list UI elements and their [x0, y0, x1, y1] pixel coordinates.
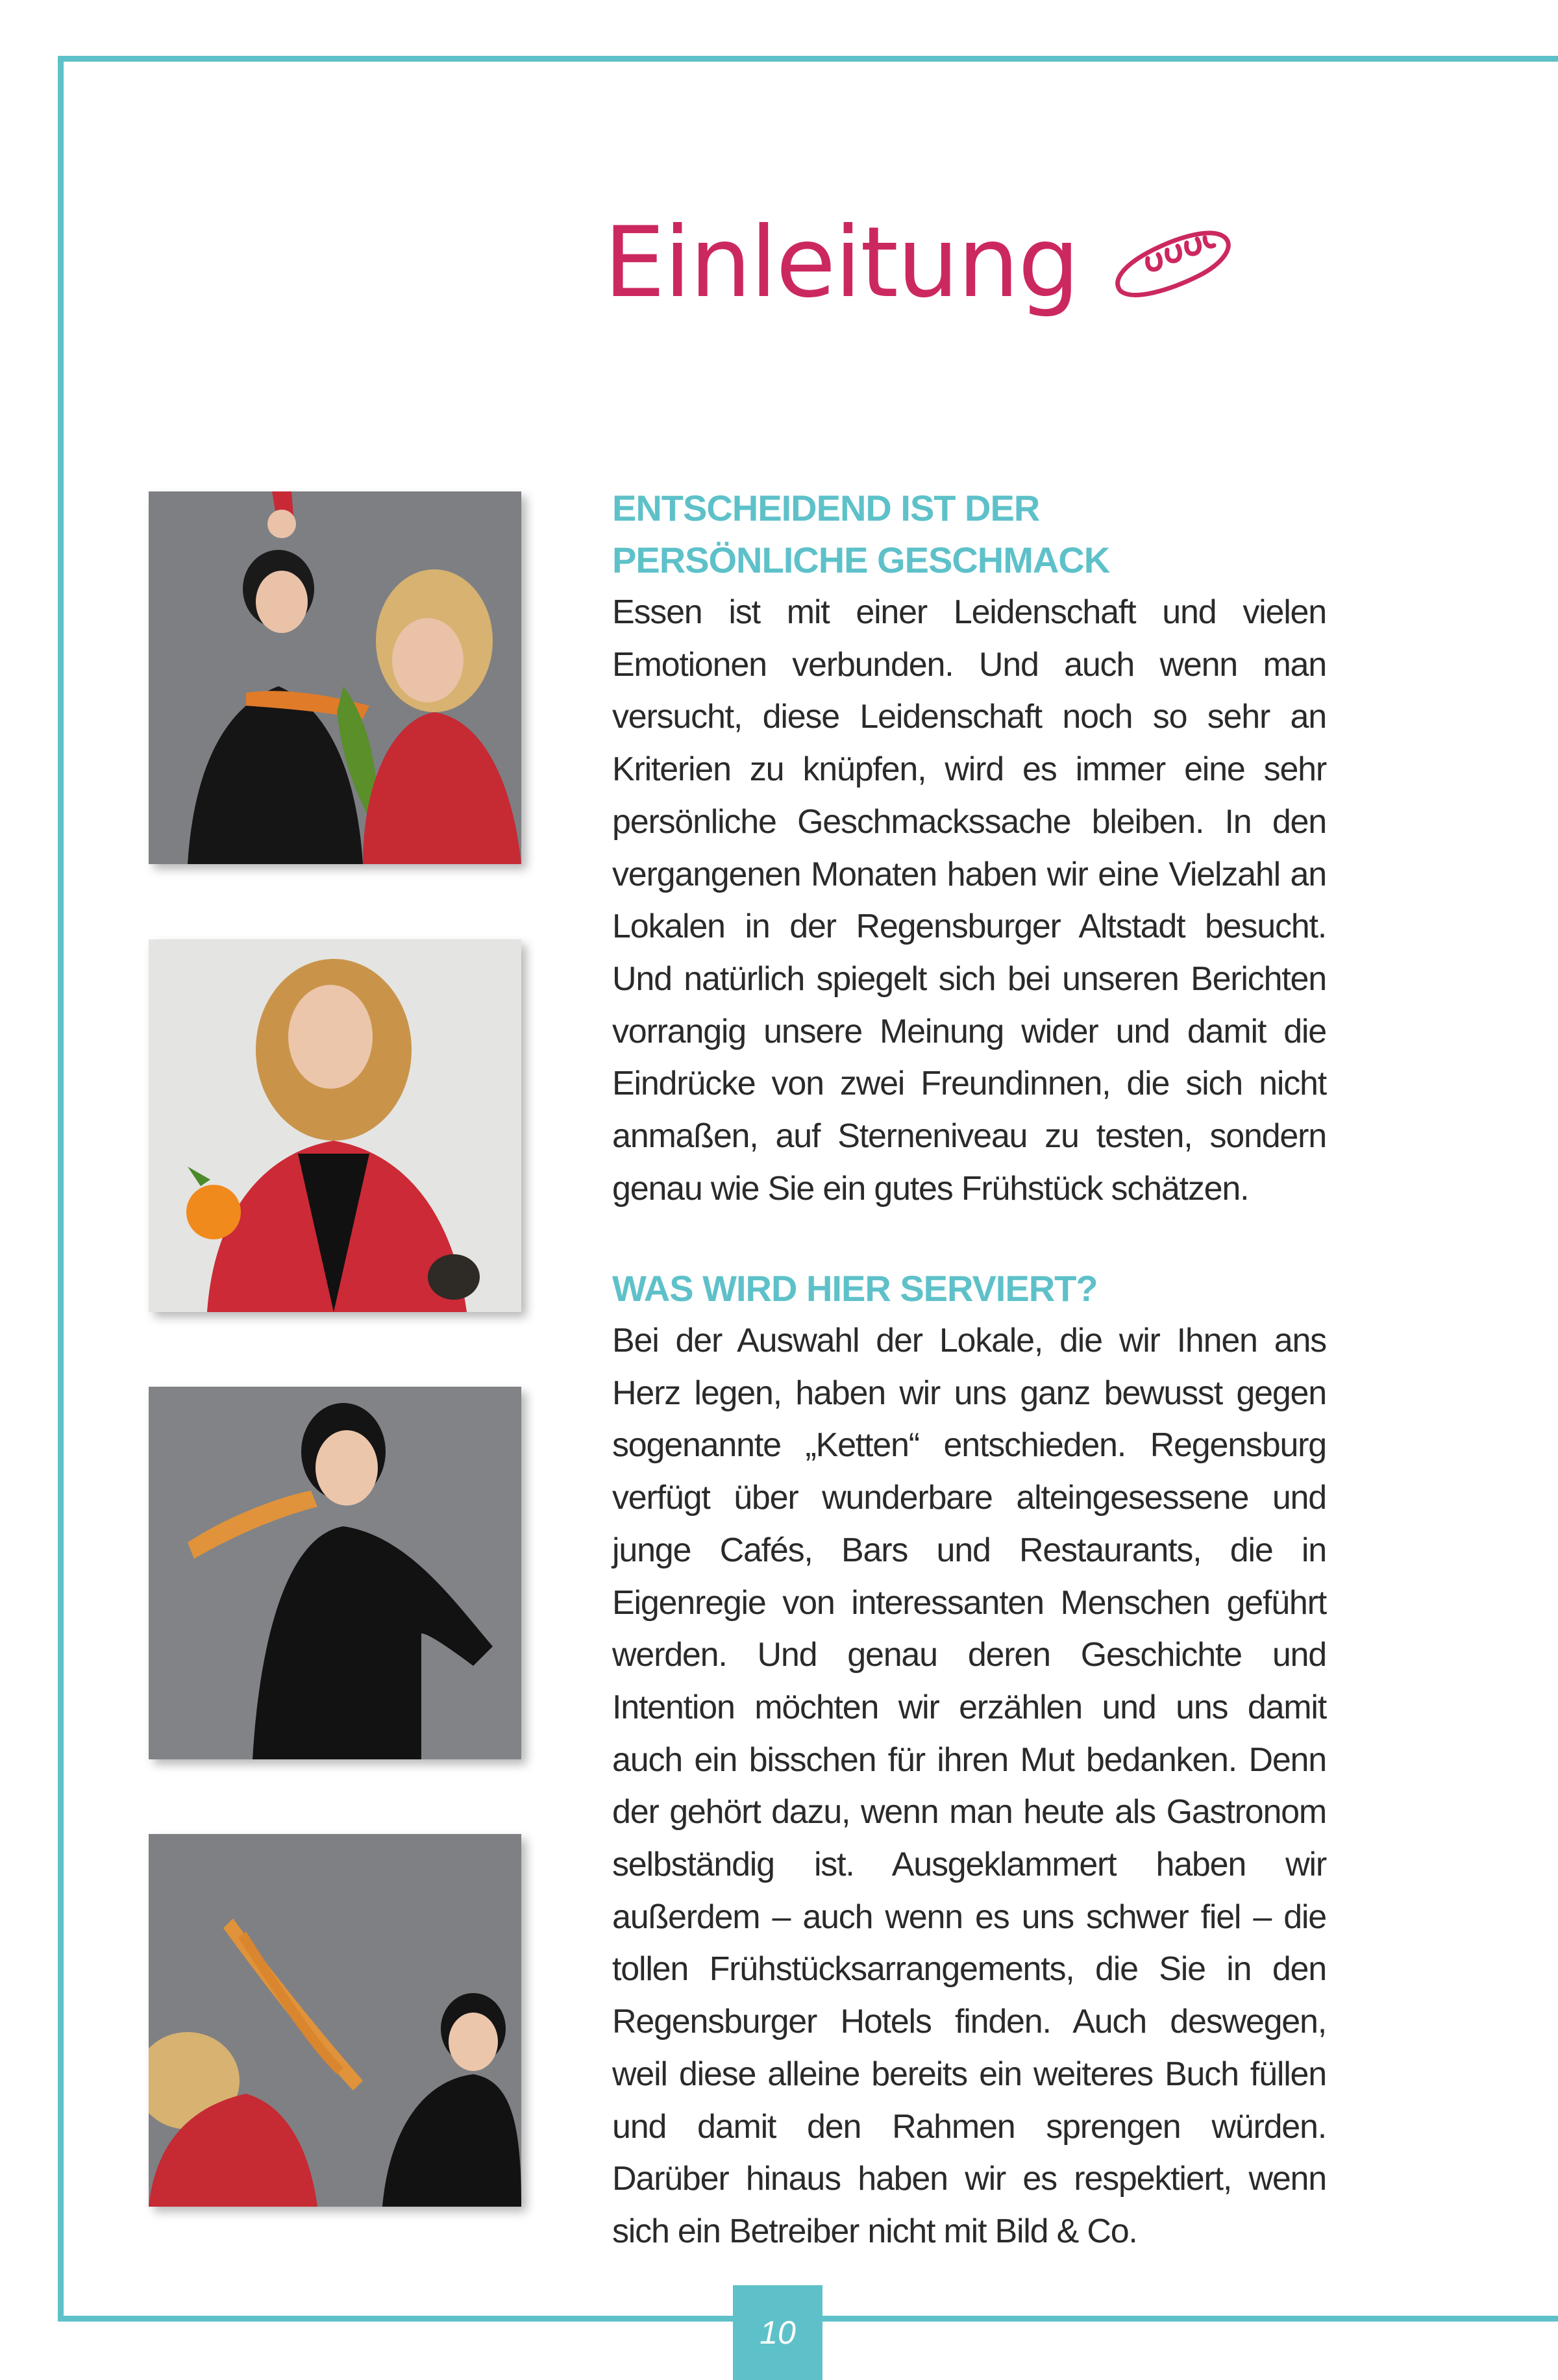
photo-two-women-baguettes [149, 1834, 521, 2207]
section-heading-line: ENTSCHEIDEND IST DER [612, 488, 1040, 528]
section-heading-line: PERSÖNLICHE GESCHMACK [612, 539, 1110, 580]
photo-woman-red-jacket-orange [149, 939, 521, 1312]
bread-icon [1107, 214, 1237, 312]
section-heading [612, 482, 1326, 586]
photo-woman-black-dress-baguette [149, 1387, 521, 1759]
section-personal-taste [612, 482, 1326, 1215]
section-body-text: Essen ist mit einer Leidenschaft und vielen Emotionen verbunden. Und auch wenn man versucht, diese Leidenschaft noch so sehr an Kriterien zu knüpfen, wird es immer eine sehr persönliche Geschmackssache bleiben. In den vergangenen Monaten haben wir eine Vielzahl an Lokalen in der Regensburger Altstadt besucht. Und natürlich spiegelt sich bei unseren Berichten vorrangig unsere Meinung wider und damit die Eindrücke von zwei Freundinnen, die sich nicht anmaßen, auf Sterneniveau zu testen, sondern genau wie Sie ein gutes Frühstück schätzen. [612, 593, 1326, 1208]
page-number: 10 [760, 2314, 796, 2351]
photo-two-women-carrots [149, 491, 521, 864]
section-body-text: Bei der Auswahl der Lokale, die wir Ihnen ans Herz legen, haben wir uns ganz bewusst gegen sogenannte „Ketten“ entschieden. Regensburg verfügt über wunderbare alteingesessene und junge Cafés, Bars und Restaurants, die in Eigenregie von interessanten Menschen geführt werden. Und genau deren Geschichte und Intention möchten wir erzählen und uns damit auch ein bisschen für ihren Mut bedanken. Denn der gehört dazu, wenn man heute als Gastronom selbständig ist. Ausgeklammert haben wir außerdem – auch wenn es uns schwer fiel – die tollen Frühstücksarrangements, die Sie in den Regensburger Hotels finden. Auch deswegen, weil diese alleine bereits ein weiteres Buch füllen und damit den Rahmen sprengen würden. Darüber hinaus haben wir es respektiert, wenn sich ein Betreiber nicht mit Bild & Co. [612, 1322, 1326, 2250]
section-heading: WAS WIRD HIER SERVIERT? [612, 1268, 1098, 1309]
page-number-tab [733, 2285, 822, 2380]
section-what-is-served [612, 1263, 1326, 2258]
page-title: Einleitung [604, 206, 1079, 319]
title-block [604, 206, 1237, 319]
